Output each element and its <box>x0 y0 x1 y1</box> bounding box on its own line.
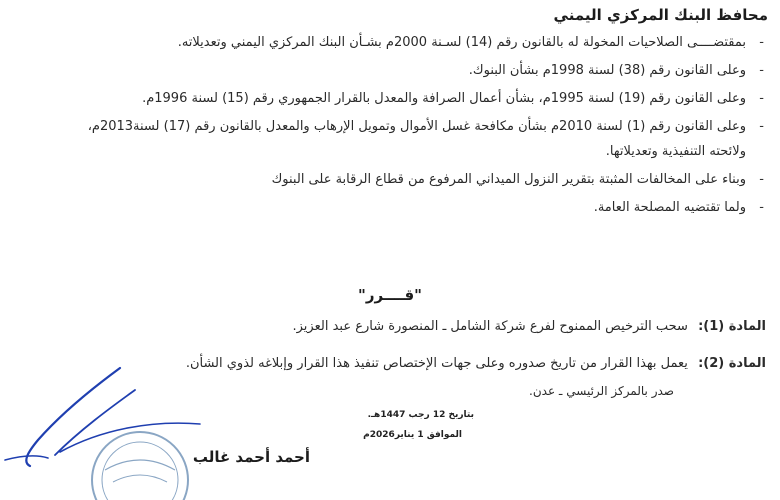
clause-item <box>76 86 766 111</box>
hijri-date: بتاريخ 12 رجب 1447هـ. <box>367 410 474 420</box>
article-1 <box>293 319 767 334</box>
clause-item <box>76 195 766 220</box>
bullet-marker: - <box>759 119 764 134</box>
clause-item <box>76 58 766 83</box>
clause-text: وعلى القانون رقم (19) لسنة 1995م، بشأن أعمال الصرافة والمعدل بالقرار الجمهوري رقم (15) لسنة 1996م. <box>142 91 746 106</box>
article-text: يعمل بهذا القرار من تاريخ صدوره وعلى جهات الإختصاص تنفيذ هذا القرار وإبلاغه لذوي الشأن. <box>185 356 688 371</box>
clause-text: ولما تقتضيه المصلحة العامة. <box>593 200 746 215</box>
preamble-clauses <box>76 30 766 223</box>
bullet-marker: - <box>759 172 764 187</box>
article-label: المادة (1): <box>698 319 766 334</box>
clause-text: وعلى القانون رقم (38) لسنة 1998م بشأن البنوك. <box>468 63 746 78</box>
bullet-marker: - <box>759 35 764 50</box>
bullet-marker: - <box>759 91 764 106</box>
article-label: المادة (2): <box>698 356 766 371</box>
bullet-marker: - <box>759 200 764 215</box>
clause-item <box>76 167 766 192</box>
clause-item <box>76 30 766 55</box>
signatory-name: أحمد أحمد غالب <box>192 448 310 466</box>
gregorian-date: الموافق 1 يناير2026م <box>363 430 462 440</box>
clause-text: بمقتضــــى الصلاحيات المخولة له بالقانون رقم (14) لسـنة 2000م بشـأن البنك المركزي اليمني وتعديلاته. <box>177 35 746 50</box>
clause-text: وعلى القانون رقم (1) لسنة 2010م بشأن مكافحة غسل الأموال وتمويل الإرهاب والمعدل بالقانون رقم (17) لسنة2013م، ولائحته التنفيذية وتعديلاتها. <box>87 119 746 159</box>
article-text: سحب الترخيص الممنوح لفرع شركة الشامل ـ المنصورة شارع عبد العزيز. <box>292 319 688 334</box>
issued-place: صدر بالمركز الرئيسي ـ عدن. <box>529 384 674 398</box>
clause-text: وبناء على المخالفات المثبتة بتقرير النزول الميداني المرفوع من قطاع الرقابة على البنوك <box>271 172 746 187</box>
decision-title: "قــــرر" <box>358 286 422 304</box>
document-heading: محافظ البنك المركزي اليمني <box>553 6 768 24</box>
clause-item <box>76 114 766 164</box>
bullet-marker: - <box>759 63 764 78</box>
